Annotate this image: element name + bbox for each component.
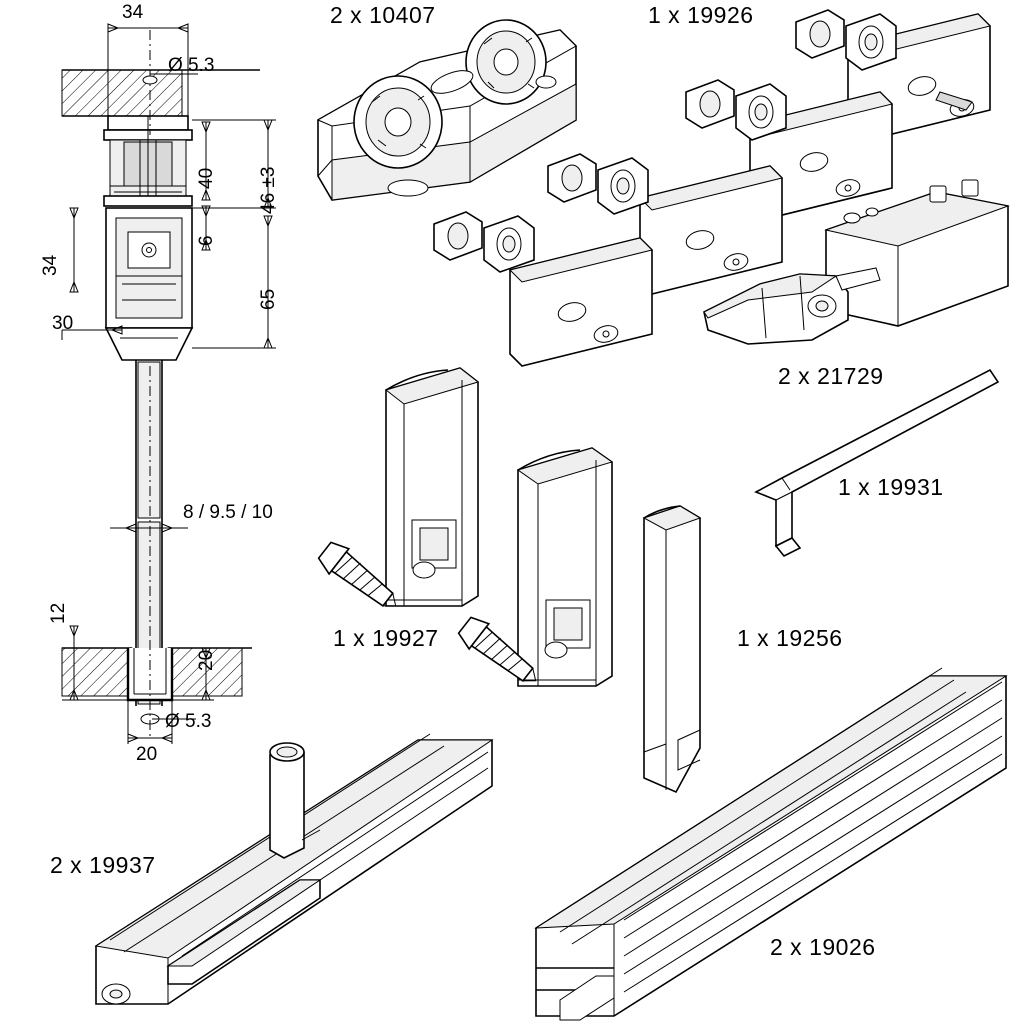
- part-label-19926: 1 x 19926: [648, 2, 754, 28]
- part-label-19931: 1 x 19931: [838, 474, 944, 500]
- part-19931-allen-key: [756, 370, 998, 556]
- dim-label-6: 6: [196, 235, 217, 246]
- dim-label-12: 12: [48, 602, 69, 624]
- dim-label-34-left: 34: [40, 254, 61, 276]
- dim-label-hole-bottom: Ø 5.3: [165, 711, 212, 732]
- dim-label-46: 46 ±3: [258, 166, 279, 214]
- dim-label-65: 65: [258, 288, 279, 310]
- dim-label-20-width: 20: [136, 744, 158, 765]
- dim-label-30: 30: [52, 313, 74, 334]
- dim-label-hole-top: Ø 5.3: [168, 55, 215, 76]
- part-label-10407: 2 x 10407: [330, 2, 436, 28]
- dim-label-20-depth: 20: [196, 649, 217, 671]
- part-19026-top-track: [536, 668, 1006, 1020]
- part-19256-cover-cap: [644, 506, 700, 792]
- part-label-21729: 2 x 21729: [778, 363, 884, 389]
- part-label-19026: 2 x 19026: [770, 934, 876, 960]
- part-label-19937: 2 x 19937: [50, 852, 156, 878]
- section-view: [62, 30, 260, 740]
- part-label-19927: 1 x 19927: [333, 625, 439, 651]
- part-label-19256: 1 x 19256: [737, 625, 843, 651]
- dim-label-thickness: 8 / 9.5 / 10: [183, 502, 273, 523]
- dim-label-34-top: 34: [122, 2, 144, 23]
- dim-label-40: 40: [196, 167, 217, 189]
- part-10407-roller-carriage: [318, 20, 576, 200]
